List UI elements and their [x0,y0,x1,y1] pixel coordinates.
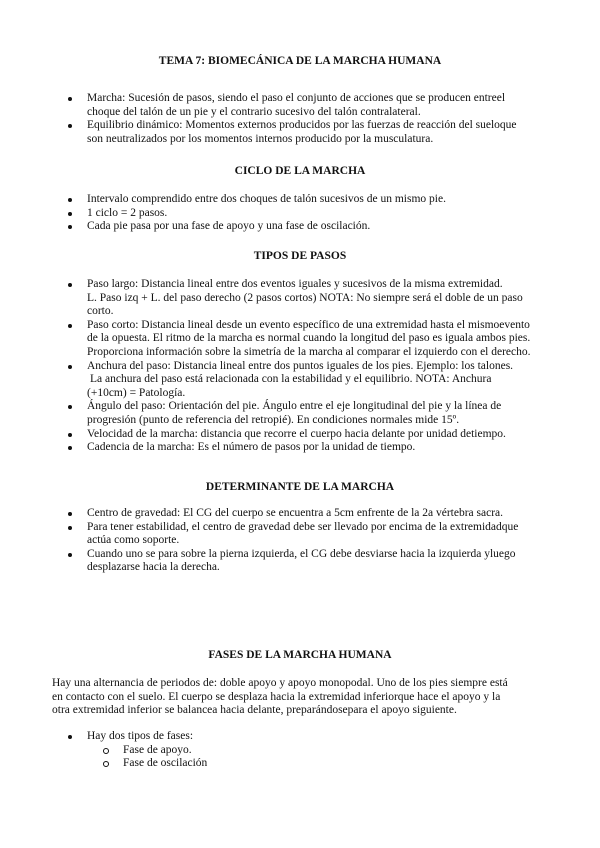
line: Cuando uno se para sobre la pierna izquierda, el CG debe desviarse hacia la izquierda yluego [87,547,516,560]
list-item [66,428,536,442]
list-item: Intervalo comprendido entre dos choques de talón sucesivos de un mismo pie. [66,193,536,207]
line: corto. [87,305,114,318]
line: en contacto con el suelo. El cuerpo se desplaza hacia la extremidad inferiorque hace el apoyo y la [52,690,501,703]
fases-list [66,730,536,771]
list-item [66,507,536,521]
line: otra extremidad inferior se balancea hacia delante, preparándosepara el apoyo siguiente. [52,704,457,717]
line: Centro de gravedad: El CG del cuerpo se encuentra a 5cm enfrente de la 2a vértebra sacra. [87,507,504,519]
document-title: TEMA 7: BIOMECÁNICA DE LA MARCHA HUMANA [158,55,442,67]
fases-sublist [87,744,536,771]
list-item [66,730,536,771]
list-item [66,119,536,146]
section-title-tipos: TIPOS DE PASOS [253,250,347,262]
ciclo-list [66,193,536,234]
line: choque del talón de un pie y el contrario sucesivo del talón contralateral. [87,105,421,118]
line: Paso largo: Distancia lineal entre dos eventos iguales y sucesivos de la misma extremidad. [87,278,503,290]
list-item [66,278,536,319]
line: progresión (punto de referencia del retropié). En condiciones normales mide 15º. [87,413,460,426]
line: de la opuesta. El ritmo de la marcha es normal cuando la longitud del paso es iguala ambos pies. [87,332,531,345]
list-item [66,400,536,427]
line: Ángulo del paso: Orientación del pie. Ángulo entre el eje longitudinal del pie y la línea de [87,400,502,413]
list-item [66,360,536,401]
section-title-determinante: DETERMINANTE DE LA MARCHA [205,481,395,493]
intro-list [66,92,536,146]
line: Para tener estabilidad, el centro de gravedad debe ser llevado por encima de la extremidadque [87,520,519,533]
list-item [66,548,536,575]
determinante-list [66,507,536,575]
tipos-list [66,278,536,455]
list-item [66,441,536,455]
line: actúa como soporte. [87,534,180,547]
sublist-item: Fase de oscilación [87,757,536,771]
line: La anchura del paso está relacionada con la estabilidad y el equilibrio. NOTA: Anchura [90,373,492,386]
line: Anchura del paso: Distancia lineal entre dos puntos iguales de los pies. Ejemplo: los talones. [87,359,514,372]
list-item [66,521,536,548]
line: Cadencia de la marcha: Es el número de pasos por la unidad de tiempo. [87,441,416,454]
line: Velocidad de la marcha: distancia que recorre el cuerpo hacia delante por unidad detiempo. [87,427,506,440]
line: son neutralizados por los momentos internos producido por la musculatura. [87,132,434,145]
line: Equilibrio dinámico: Momentos externos producidos por las fuerzas de reacción del sueloque [87,119,517,132]
list-item [66,92,536,119]
line: Marcha: Sucesión de pasos, siendo el paso el conjunto de acciones que se producen entreel [87,92,506,104]
line: L. Paso izq + L. del paso derecho (2 pasos cortos) NOTA: No siempre será el doble de un paso [87,291,523,304]
line: (+10cm) = Patología. [87,386,186,399]
line: desplazarse hacia la derecha. [87,561,220,574]
section-title-ciclo: CICLO DE LA MARCHA [234,165,366,177]
line: Hay una alternancia de periodos de: doble apoyo y apoyo monopodal. Uno de los pies siempre está [52,677,508,689]
section-title-fases: FASES DE LA MARCHA HUMANA [208,649,392,661]
list-item: 1 ciclo = 2 pasos. [66,207,536,221]
line: Paso corto: Distancia lineal desde un evento específico de una extremidad hasta el mismoevento [87,318,530,331]
line: Hay dos tipos de fases: [87,730,194,742]
sublist-item: Fase de apoyo. [87,744,536,758]
fases-paragraph [52,677,538,718]
list-item: Cada pie pasa por una fase de apoyo y una fase de oscilación. [66,220,536,234]
line: Proporciona información sobre la simetría de la marcha al comparar el izquierdo con el derecho. [87,345,531,358]
list-item [66,319,536,360]
